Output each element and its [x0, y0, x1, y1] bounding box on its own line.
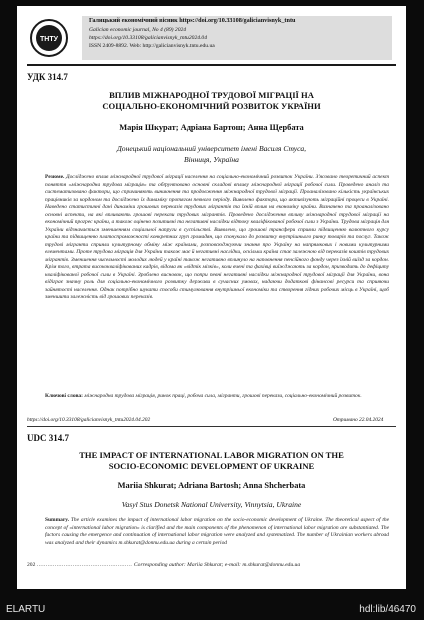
- received-date: Отримано 22.04.2024: [333, 417, 384, 423]
- summary-text: The article examines the impact of international labor migration on the socio-economic development of Ukraine. The theoretical aspect of the concept of «international labor migration» is clarified and the main components of the phenomenon of international labor migration are substantiated. The factors causing the emergence and continuation of international labor migration were analyzed and systematized. The number of Ukrainian workers abroad was analyzed and their dynamics m.shkurat@donnu.edu.ua during a certain period: [45, 517, 389, 546]
- journal-doi[interactable]: https://doi.org/10.33108/galicianvisnyk_tntu2024.04: [89, 35, 208, 41]
- page-number: 202: [27, 562, 36, 568]
- abstract-label: Резюме.: [45, 174, 65, 180]
- keywords-text: міжнародна трудова міграція, ринок праці, робоча сила, мігранти, грошові перекази, соціально-економічний розвиток.: [84, 393, 362, 399]
- viewer-status-bar: [0, 600, 424, 620]
- journal-issue: Galician economic journal, No 4 (89) 2024: [89, 27, 187, 33]
- affiliation-ua-line2: Вінниця, Україна: [184, 155, 239, 164]
- title-ua-line1: ВПЛИВ МІЖНАРОДНОЇ ТРУДОВОЇ МІГРАЦІЇ НА: [109, 90, 314, 100]
- title-en-line1: THE IMPACT OF INTERNATIONAL LABOR MIGRATION ON THE: [79, 450, 344, 460]
- section-divider: [27, 426, 396, 427]
- journal-page: [17, 6, 406, 589]
- journal-issn[interactable]: ISSN 2409-8892. Web: http://galicianvisnyk.tntu.edu.ua: [89, 43, 215, 49]
- udk-code: УДК 314.7: [27, 72, 68, 82]
- abstract-text: Досліджено вплив міжнародної трудової міграції населення на соціально-економічний розвиток України. З'ясовано теоретичний аспект поняття «міжнародна трудова міграція» та обґрунтовано основні складові впливу міжнародної міграції робочої сили. Проведено аналіз та систематизовано фактори, що спричиняють виникнення та продовження міжнародної трудової міграції. Проаналізовано кількість українських працівників за кордоном та досліджено їх динаміку протягом певного періоду. Виявлено фактори, що активізують міграційні процеси в Україні. Наведено статистичні дані динаміки грошових переказів трудових мігрантів та їхній вплив на економіку країни. Визначено та проаналізовано основні аспекти, на які впливають грошові перекази трудових мігрантів. Проведено дослідження впливу міжнародної трудової міграції на економічний прогрес країни, а також оцінено позитивні та негативні наслідки відтоку кваліфікованої робочої сили з України. Трудова міграція для України відзначається зменшенням соціальної напруги в суспільстві. Виявлено, що грошові трансфери сприяли підвищенню валютного курсу країни та підвищенню платоспроможності конкретних груп громадян, що спонукало до розвитку внутрішнього ринку товарів та послуг. Також трудові мігранти сприяли культурному обміну між країнами, розповсюджуючи знання про Україну на напрямкових і новими культурними елементами. Проте трудова міграція для України також має й негативні наслідки, оскільки країна стає залежною від переказів коштів трудових мігрантів. Зменшення чисельності молодих людей у країні також негативно вплинуло на наповнення пенсійного фонду через їхній виїзд за кордон. Крім того, втрата висококваліфікованих кадрів, відома як «відтік мізків», коли вчені та фахівці виїжджають за кордон, призводить до дефіциту кваліфікованої робочої сили в Україні. Зроблено висновок, що попри певні негативні наслідки міжнародної трудової міграції для України, вона відіграє значну роль для соціально-економічного розвитку держави в сучасних умовах, надаючи додаткові фінансові ресурси та сприяючи зайнятості населення. Однак потрібно шукати способи стимулювання внутрішньої економіки та створення гідних робочих місць в Україні, щоб зменшити залежність від грошових переказів.: [45, 174, 389, 300]
- title-en-line2: SOCIO-ECONOMIC DEVELOPMENT OF UKRAINE: [108, 461, 315, 471]
- summary-en: [45, 517, 389, 554]
- authors-ua: Марія Шкурат; Адріана Бартош; Анна Щербата: [119, 123, 304, 132]
- university-logo-icon: [29, 18, 69, 58]
- page-footer: [27, 562, 300, 568]
- handle-id[interactable]: hdl:lib/46470: [359, 604, 416, 615]
- repository-name[interactable]: ELARTU: [6, 604, 46, 615]
- authors-en: Mariia Shkurat; Adriana Bartosh; Anna Shcherbata: [117, 481, 306, 490]
- footer-dots: .....................................................: [36, 562, 134, 568]
- affiliation-en: Vasyl Stus Donetsk National University, Vinnytsia, Ukraine: [121, 500, 302, 509]
- summary-label: Summary.: [45, 517, 70, 523]
- udc-code: UDC 314.7: [27, 433, 69, 443]
- journal-title-ua: Галицький економічний вісник https://doi.org/10.33108/galicianvisnyk_tntu: [89, 17, 296, 24]
- keywords-label: Ключові слова:: [45, 393, 83, 399]
- keywords-ua: [45, 393, 389, 401]
- journal-header: [27, 14, 396, 66]
- corresponding-author: Corresponding author: Mariia Shkurat; e-mail: m.shkurat@donnu.edu.ua: [133, 562, 301, 568]
- title-ua-line2: СОЦІАЛЬНО-ЕКОНОМІЧНИЙ РОЗВИТОК УКРАЇНИ: [102, 101, 321, 111]
- logo-text: ТНТУ: [40, 36, 58, 43]
- article-doi[interactable]: https://doi.org/10.33108/galicianvisnyk_tntu2024.04.202: [27, 417, 151, 423]
- affiliation-ua-line1: Донецький національний університет імені Василя Стуса,: [116, 144, 307, 153]
- abstract-ua: [45, 174, 389, 392]
